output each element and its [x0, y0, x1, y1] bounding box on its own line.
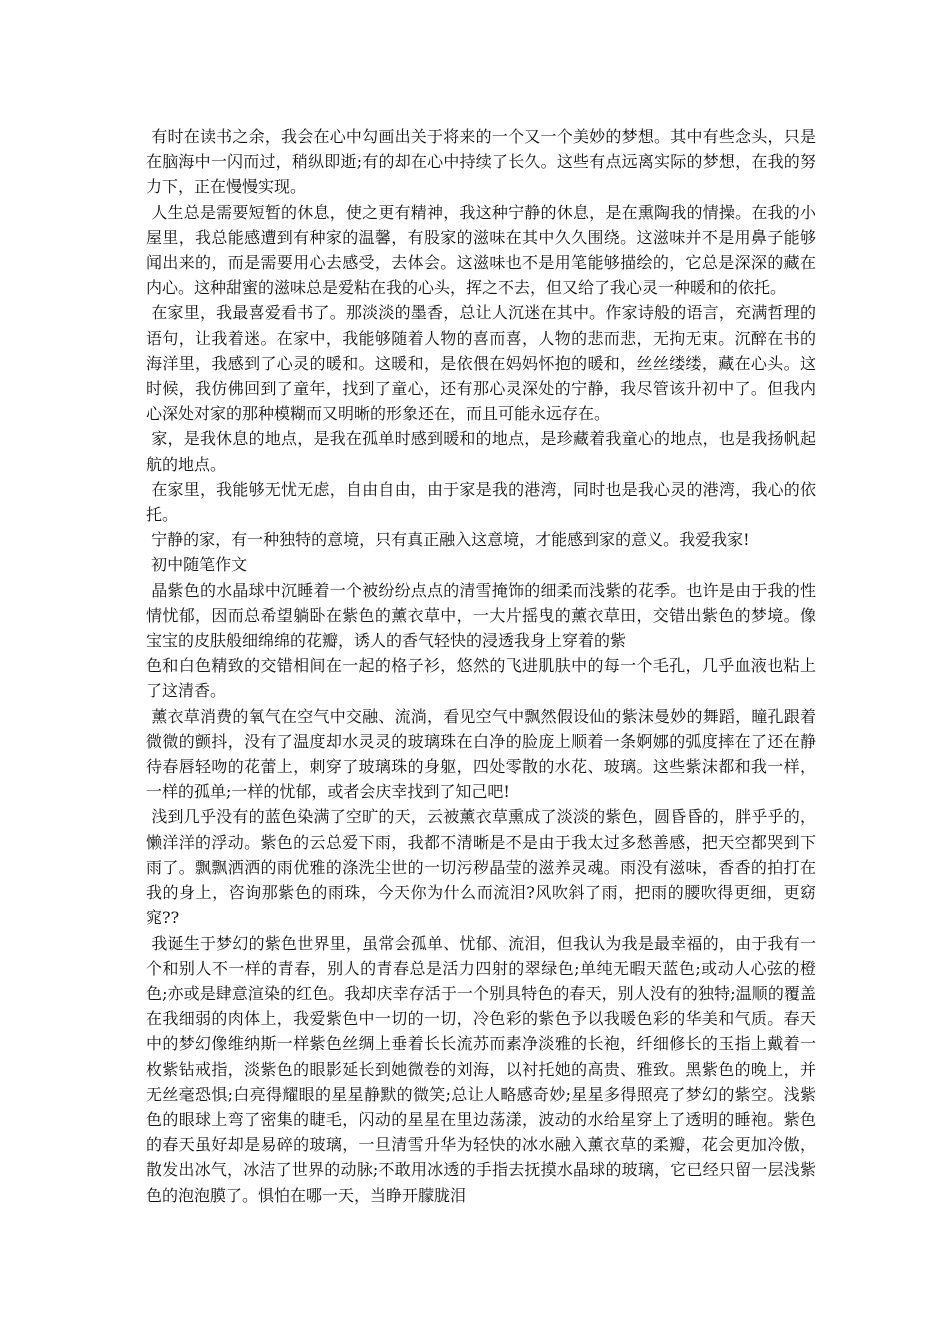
paragraph: 薰衣草消费的氧气在空气中交融、流淌，看见空气中飘然假设仙的紫沫曼妙的舞蹈，瞳孔跟着微微的颤抖，没有了温度却水灵灵的玻璃珠在白净的脸庞上顺着一条婀娜的弧度摔在了还在静待春唇轻吻的花蕾上，刺穿了玻璃珠的身躯，四处零散的水花、玻璃。这些紫沫都和我一样，一样的孤单;一样的忧郁，或者会庆幸找到了知己吧! [146, 706, 816, 802]
paragraph: 在家里，我能够无忧无虑，自由自由，由于家是我的港湾，同时也是我心灵的港湾，我心的依托。 [146, 479, 816, 525]
paragraph: 在家里，我最喜爱看书了。那淡淡的墨香，总让人沉迷在其中。作家诗般的语言，充满哲理的语句，让我着迷。在家中，我能够随着人物的喜而喜，人物的悲而悲，无拘无束。沉醉在书的海洋里，我感到了心灵的暖和。这暖和，是依偎在妈妈怀抱的暖和，丝丝缕缕，藏在心头。这时候，我仿佛回到了童年，找到了童心，还有那心灵深处的宁静，我尽管该升初中了。但我内心深处对家的那种模糊而又明晰的形象还在，而且可能永远存在。 [146, 303, 816, 424]
paragraph: 浅到几乎没有的蓝色染满了空旷的天，云被薰衣草熏成了淡淡的紫色，圆昏昏的，胖乎乎的，懒洋洋的浮动。紫色的云总爱下雨，我都不清晰是不是由于我太过多愁善感，把天空都哭到下雨了。飘飘洒洒的雨优雅的涤洗尘世的一切污秽晶莹的滋养灵魂。雨没有滋味，香香的拍打在我的身上，咨询那紫色的雨珠，今天你为什么而流泪?风吹斜了雨，把雨的腰吹得更细，更窈窕?? [146, 807, 816, 928]
paragraph: 晶紫色的水晶球中沉睡着一个被纷纷点点的清雪掩饰的细柔而浅紫的花季。也许是由于我的性情忧郁，因而总希望躺卧在紫色的薰衣草中，一大片摇曳的薰衣草田，交错出紫色的梦境。像宝宝的皮肤般细绵绵的花瓣，诱人的香气轻快的浸透我身上穿着的紫 [146, 580, 816, 651]
paragraph: 宁静的家，有一种独特的意境，只有真正融入这意境，才能感到家的意义。我爱我家! [146, 530, 750, 550]
paragraph: 色和白色精致的交错相间在一起的格子衫，悠然的飞进肌肤中的每一个毛孔，几乎血液也粘上了这清香。 [146, 656, 816, 701]
paragraph: 人生总是需要短暂的休息，使之更有精神，我这种宁静的休息，是在熏陶我的情操。在我的小屋里，我总能感遭到有种家的温馨，有股家的滋味在其中久久围绕。这滋味并不是用鼻子能够闻出来的，而是需要用心去感受，去体会。这滋味也不是用笔能够描绘的，它总是深深的藏在内心。这种甜蜜的滋味总是爱粘在我的心头，挥之不去，但又给了我心灵一种暖和的依托。 [146, 202, 816, 298]
document-body [146, 124, 816, 1208]
paragraph: 我诞生于梦幻的紫色世界里，虽常会孤单、忧郁、流泪，但我认为我是最幸福的，由于我有一个和别人不一样的青春，别人的青春总是活力四射的翠绿色;单纯无暇天蓝色;或动人心弦的橙色;亦或是肆意渲染的红色。我却庆幸存活于一个别具特色的春天，别人没有的独特;温顺的覆盖在我细弱的肉体上，我爱紫色中一切的一切，冷色彩的紫色予以我暖色彩的华美和气质。春天中的梦幻像维纳斯一样紫色丝绸上垂着长长流苏而素净淡雅的长袍，纤细修长的玉指上戴着一枚紫钻戒指，淡紫色的眼影延长到她微卷的刘海，以衬托她的高贵、雅致。黑紫色的晚上，并无丝毫恐惧;白亮得耀眼的星星静默的微笑;总让人略感奇妙;星星多得照亮了梦幻的紫空。浅紫色的眼球上弯了密集的睫毛，闪动的星星在里边荡漾，波动的水给星穿上了透明的睡袍。紫色的春天虽好却是易碎的玻璃，一旦清雪升华为轻快的冰水融入薰衣草的柔瓣，花会更加冷傲，散发出冰气，冰洁了世界的动脉;不敢用冰透的手指去抚摸水晶球的玻璃，它已经只留一层浅紫色的泡泡膜了。惧怕在哪一天，当睁开朦胧泪 [146, 933, 816, 1205]
paragraph: 有时在读书之余，我会在心中勾画出关于将来的一个又一个美妙的梦想。其中有些念头，只是在脑海中一闪而过，稍纵即逝;有的却在心中持续了长久。这些有点远离实际的梦想，在我的努力下，正在慢慢实现。 [146, 127, 816, 197]
paragraph: 家，是我休息的地点，是我在孤单时感到暖和的地点，是珍藏着我童心的地点，也是我扬帆起航的地点。 [146, 429, 816, 474]
section-heading: 初中随笔作文 [146, 555, 248, 575]
